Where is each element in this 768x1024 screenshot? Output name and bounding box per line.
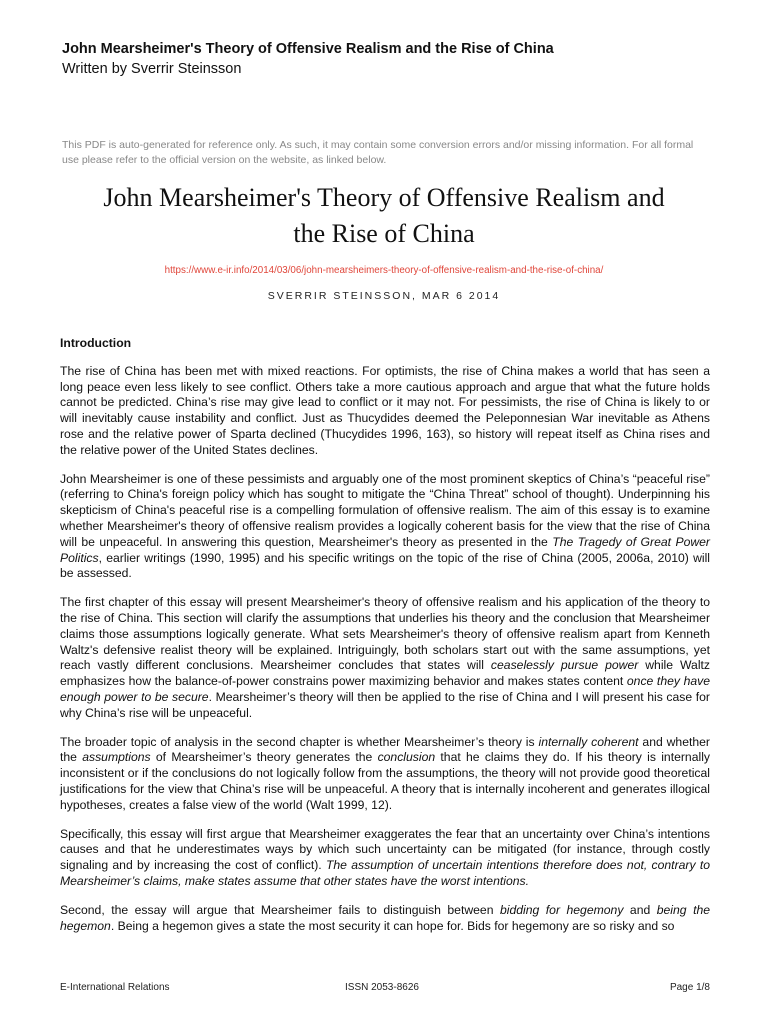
italic-text: The Tragedy of Great Power Politics: [60, 534, 710, 565]
document-title-line-2: the Rise of China: [293, 219, 475, 248]
italic-text: assumptions: [82, 750, 151, 765]
header-author: Written by Sverrir Steinsson: [62, 61, 242, 77]
italic-text: once they have enough power to be secure: [60, 674, 711, 704]
document-title: [40, 180, 728, 252]
italic-text: conclusion: [377, 750, 436, 765]
text-run: . Being a hegemon gives a state the most security it can hope for. Bids for hegemony are so risky and so: [110, 918, 675, 933]
pdf-disclaimer: This PDF is auto-generated for reference only. As such, it may contain some conversion errors and/or missing information. For all formal use please refer to the official version on the website, as linked below.: [62, 139, 694, 166]
byline: SVERRIR STEINSSON, MAR 6 2014: [267, 290, 501, 302]
italic-text: internally coherent: [538, 734, 639, 749]
body-paragraph: [60, 827, 710, 890]
text-run: The broader topic of analysis in the second chapter is whether Mearsheimer’s theory is: [60, 734, 539, 749]
text-run: The first chapter of this essay will present Mearsheimer's theory of offensive realism and his application of the theory to the rise of China. This section will clarify the assumptions that underlies his theory and the conclusion that Mearsheimer claims those assumptions logically generate. What sets Mearsheimer's theory of offensive realism apart from Kenneth Waltz's defensive realist theory will be explained. Intriguingly, both scholars start out with the same assumptions, yet reach vastly different conclusions. Mearsheimer concludes that states will: [60, 595, 710, 673]
section-heading: Introduction: [60, 336, 132, 350]
document-title-line-1: John Mearsheimer's Theory of Offensive Realism and: [103, 183, 665, 212]
running-header: [62, 40, 722, 79]
footer-page-number: Page 1/8: [669, 982, 710, 993]
text-run: Specifically, this essay will first argue that Mearsheimer exaggerates the fear that an uncertainty over China’s intentions causes and that he underestimates ways by which such uncertainty can be mitigated (for instance, through costly signaling and by increasing the cost of conflict).: [60, 826, 710, 873]
italic-text: The assumption of uncertain intentions therefore does not, contrary to Mearsheimer’s claims, make states assume that other states have the worst intentions.: [60, 858, 710, 888]
text-run: that he claims they do. If his theory is internally inconsistent or if the conclusions do not logically follow from the assumptions, the theory will not provide good theoretical justifications for the view that China’s rise will be unpeaceful. A theory that is internally incoherent and generates illogical hypotheses, creates a false view of the world (Walt 1999, 12).: [60, 750, 710, 812]
text-run: The rise of China has been met with mixed reactions. For optimists, the rise of China makes a world that has seen a long peace even less likely to see conflict. Others take a more cautious approach and argue that what the future holds cannot be predicted. China’s rise may give lead to conflict or it may not. For pessimists, the rise of China is likely to or will inevitably cause instability and conflict. Just as Thucydides deemed the Peleponnesian War inevitable as Athens rose and the relative power of Sparta declined (Thucydides 1996, 163), so history will repeat itself as China rises and the relative power of the United States declines.: [60, 363, 710, 457]
footer-publisher: E-International Relations: [60, 982, 170, 993]
text-run: Second, the essay will argue that Mearsheimer fails to distinguish between: [60, 902, 500, 917]
footer-issn: ISSN 2053-8626: [345, 982, 419, 993]
italic-text: being the hegemon: [60, 902, 711, 933]
text-run: while Waltz emphasizes how the balance-of-power constrains power maximizing behavior and makes states content: [60, 658, 711, 689]
article-body: [60, 336, 710, 947]
text-run: and: [623, 902, 657, 917]
text-run: John Mearsheimer is one of these pessimists and arguably one of the most prominent skeptics of China’s “peaceful rise” (referring to China's foreign policy which has sought to mitigate the “China Threat” school of thought). Underpinning his skepticism of China's peaceful rise is a compelling formulation of offensive realism. The aim of this essay is to examine whether Mearsheimer's theory of offensive realism provides a logically coherent basis for the view that the rise of China will be unpeaceful. In answering this question, Mearsheimer's theory as presented in the: [60, 471, 710, 549]
body-paragraph: [60, 595, 710, 721]
italic-text: bidding for hegemony: [499, 902, 624, 917]
body-paragraph: [60, 364, 710, 459]
page-footer: [60, 982, 710, 998]
text-run: and whether the: [60, 734, 710, 765]
body-paragraph: [60, 472, 710, 583]
source-url-link[interactable]: https://www.e-ir.info/2014/03/06/john-mearsheimers-theory-of-offensive-realism-and-the-rise-of-china/: [164, 265, 604, 276]
paragraph-list: [60, 364, 710, 935]
italic-text: ceaselessly pursue power: [490, 658, 639, 673]
text-run: of Mearsheimer’s theory generates the: [150, 750, 378, 765]
text-run: , earlier writings (1990, 1995) and his specific writings on the topic of the rise of China (2005, 2006a, 2010) will be assessed.: [60, 550, 710, 581]
text-run: . Mearsheimer’s theory will then be applied to the rise of China and I will present his case for why China’s rise will be unpeaceful.: [60, 689, 710, 720]
header-title: John Mearsheimer's Theory of Offensive Realism and the Rise of China: [62, 41, 554, 57]
body-paragraph: [60, 735, 710, 814]
body-paragraph: [60, 903, 710, 935]
